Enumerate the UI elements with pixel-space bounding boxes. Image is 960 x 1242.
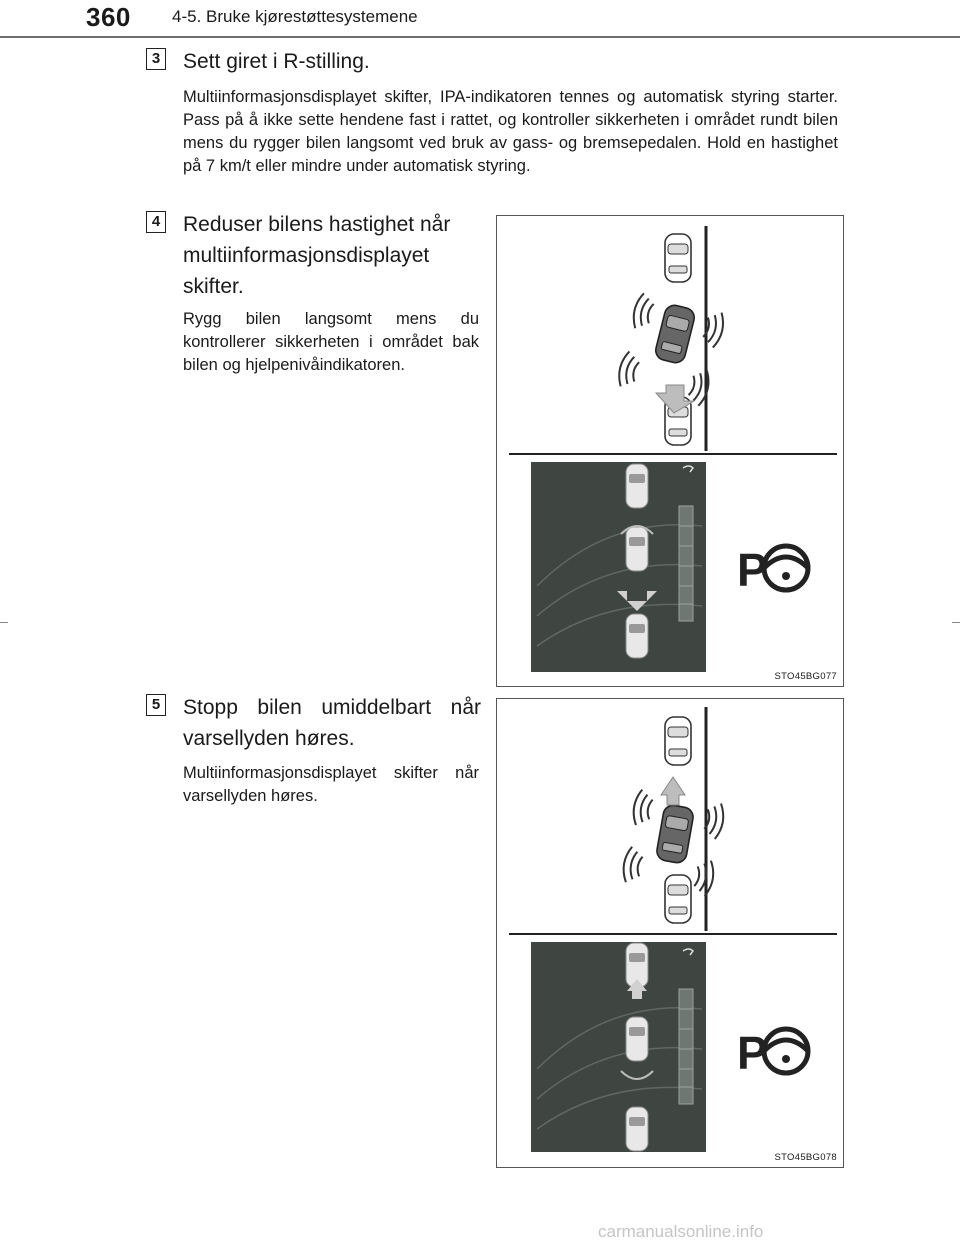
header-rule <box>0 36 960 38</box>
step-4-body: Rygg bilen langsomt mens du kontrollerer sikkerheten i området bak bilen og hjelpenivåindikatoren. <box>183 310 479 374</box>
svg-text:P: P <box>737 1027 768 1079</box>
section-title: 4-5. Bruke kjørestøttesystemene <box>172 7 418 26</box>
figure-code-077: STO45BG077 <box>774 671 837 682</box>
step-5-body: Multiinformasjonsdisplayet skifter når varsellyden høres. <box>183 764 479 805</box>
step-4-figure <box>496 215 844 687</box>
crop-mark-left <box>0 622 8 623</box>
crop-mark-right <box>952 622 960 623</box>
parking-illustration <box>497 216 842 685</box>
svg-text:P: P <box>737 544 768 596</box>
step-4-title: Reduser bilens hastighet når multiinformasjonsdisplayet skifter. <box>183 213 451 298</box>
step-3-title: Sett giret i R-stilling. <box>183 50 370 73</box>
step-5-figure <box>496 698 844 1168</box>
step-5-badge: 5 <box>146 694 166 716</box>
step-5-title: Stopp bilen umiddelbart når varsellyden høres. <box>183 696 481 750</box>
step-4-badge: 4 <box>146 211 166 233</box>
figure-code-078: STO45BG078 <box>774 1152 837 1163</box>
watermark: carmanualsonline.info <box>598 1222 764 1241</box>
parking-illustration <box>497 699 842 1166</box>
step-3-badge: 3 <box>146 48 166 70</box>
step-3-body: Multiinformasjonsdisplayet skifter, IPA-indikatoren tennes og automatisk styring starter. Pass på å ikke sette hendene fast i rattet, og kontroller sikkerheten i området rundt bilen mens du rygger bilen langsomt ved bruk av gass- og bremsepedalen. Hold en hastighet på 7 km/t eller mindre under automatisk styring. <box>183 88 838 175</box>
page-number: 360 <box>86 2 131 32</box>
